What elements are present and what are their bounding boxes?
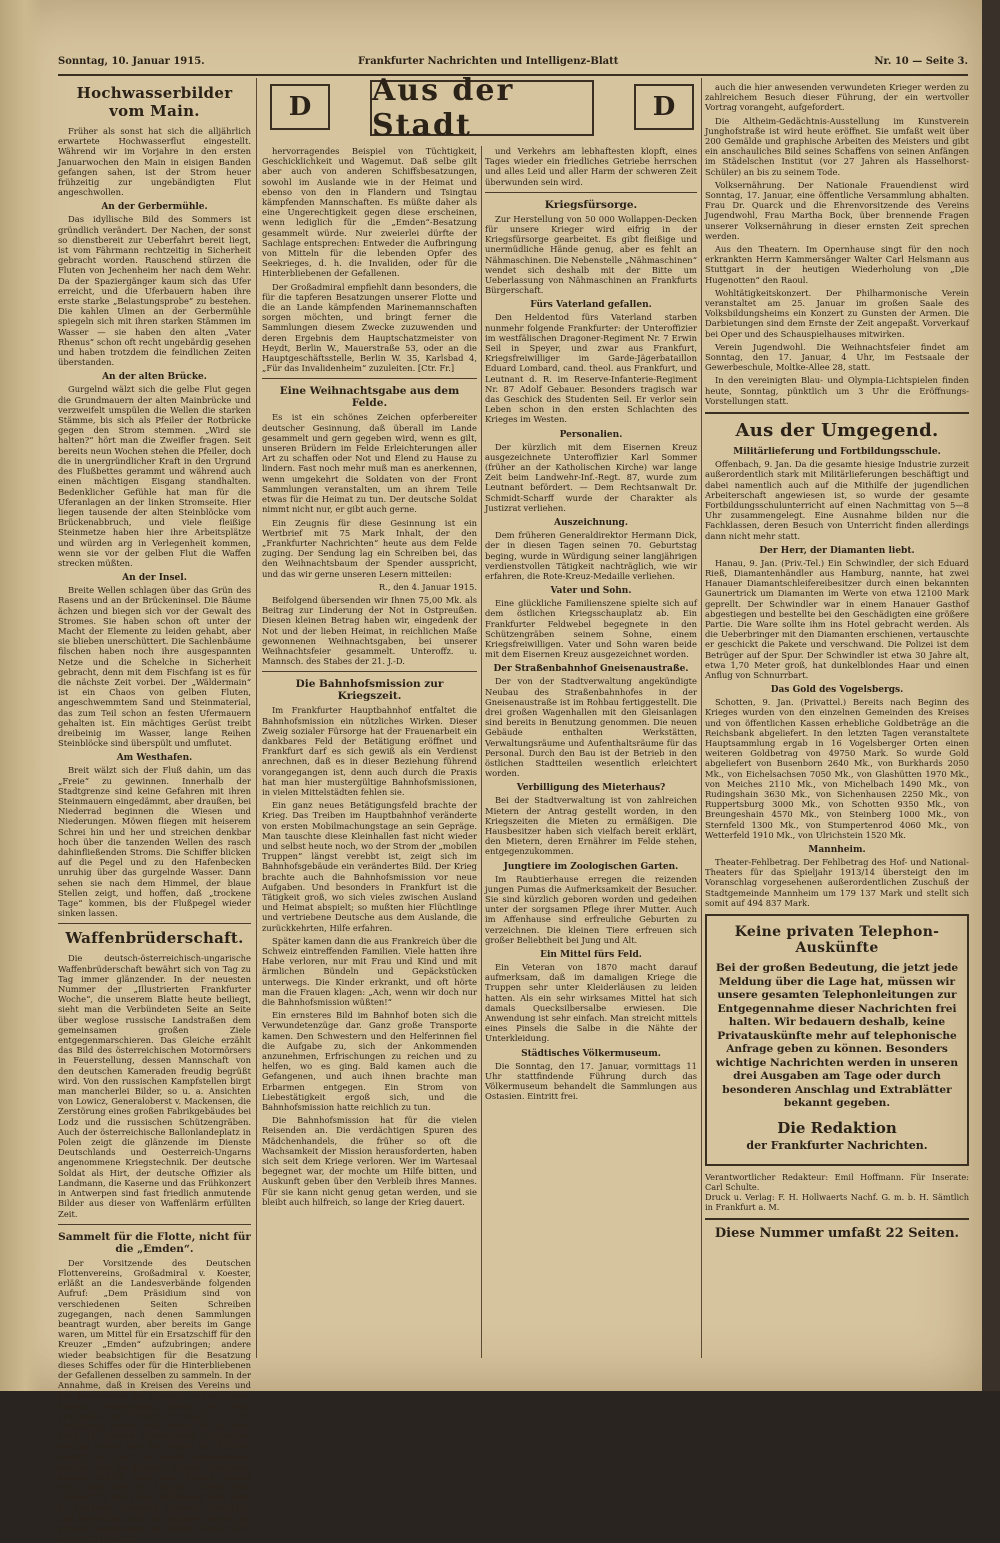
page-count-note: Diese Nummer umfaßt 22 Seiten. (714, 1225, 960, 1241)
letter-date: R., den 4. Januar 1915. (378, 581, 477, 592)
article-text: Die Altheim-Gedächtnis-Ausstellung im Kunstverein Junghofstraße ist wird heute eröffnet. Sie umfaßt weit über 200 Gemälde und graphische Arbeiten des Meisters und gibt ein anschauliches Bild seines Schaffens von seinen Anfängen im Städelschen Institut (vor 27 Jahren als Hasselhorst-Schüler) an bis zu seinem Tode. (705, 115, 969, 177)
headline-umgegend: Aus der Umgegend. (735, 420, 939, 442)
page-header (58, 56, 968, 72)
article-text: Im Raubtierhause erregen die reizenden jungen Pumas die Aufmerksamkeit der Besucher. Sie sind kürzlich geboren worden und gedeihen unter der sorgsamen Pflege ihrer Mutter. Auch im Affenhause sind erfreuliche Geburten zu verzeichnen. Die kleinen Tiere erfreuen sich großer Beliebtheit bei Jung und Alt. (485, 873, 697, 945)
divider (58, 1224, 251, 1225)
article-text: Volksernährung. Der Nationale Frauendienst wird Sonntag, 17. Januar, eine öffentliche Versammlung abhalten. Frau Dr. Quarck und die Ehrenvorsitzende des Vereins Jugendwohl, Frau Martha Bock, über brennende Fragen unserer Volksernährung in dieser ernsten Zeit sprechen werden. (705, 179, 969, 241)
headline-weihnachtsgabe: Eine Weihnachtsgabe aus dem Felde. (279, 385, 460, 410)
header-paper-name: Frankfurter Nachrichten und Intelligenz-Blatt (358, 56, 619, 67)
subhead: Städtisches Völkermuseum. (521, 1048, 661, 1059)
article-text: Ein Veteran von 1870 macht darauf aufmerksam, daß im damaligen Kriege die Truppen sehr unter Kleiderläusen zu leiden hatten. Als ein sehr wirksames Mittel hat sich damals Quecksilbersalbe erwiesen. Die Anwendung ist sehr einfach. Man streicht mittels eines Pinsels die Salbe in die Nähte der Unterkleidung. (485, 962, 697, 1044)
article-text: Der Großadmiral empfiehlt dann besonders, die für die tapferen Besatzungen unserer Flotte und die an Lande kämpfenden Marinemannschaften sorgen möchten, und bringt ferner die Sammlungen diesem Zwecke zuzuwenden und deren Ergebnis dem Hauptschatzmeister von Heydt, Berlin W., Mauerstraße 53, oder an die Hauptgeschäftsstelle, Berlin W. 35, Karlsbad 4, „Für das Invalidenheim“ zuzuleiten. [Ctr. Fr.] (262, 281, 477, 374)
article-text: Die Sonntag, den 17. Januar, vormittags 11 Uhr stattfindende Führung durch das Völkermuseum behandelt die Sammlungen aus Ostasien. Eintritt frei. (485, 1060, 697, 1102)
header-page-number: Nr. 10 — Seite 3. (874, 56, 968, 67)
notice-text: Bei der großen Bedeutung, die jetzt jede Meldung über die Lage hat, müssen wir unsere gesamten Telephonleitungen zur Entgegennahme dieser Nachrichten frei halten. Wir bedauern deshalb, keine Privatauskünfte mehr auf telephonische Anfrage geben zu können. Besonders wichtige Nachrichten werden in unseren drei Ausgaben am Tage oder durch besonderen Anschlag und Extrablätter bekannt gegeben. (715, 962, 959, 1110)
article-text: Schotten, 9. Jan. (Privattel.) Bereits nach Beginn des Krieges wurden von den einzelnen Gemeinden des Kreises und von öffentlichen Kassen erhebliche Goldbeträge an die Reichsbank abgeliefert. In den letzten Tagen veranstaltete Hauptsammlung ergab in 16 Vogelsberger Orten einen weiteren Goldbetrag von 49750 Mark. So wurde Gold abgeliefert von Busenborn 2640 Mk., von Burkhards 2050 Mk., von Eichelsachsen 7050 Mk., von Glashütten 1970 Mk., von Meiches 2110 Mk., von Michelbach 1490 Mk., von Rudingshain 3630 Mk., von Sichenhausen 2250 Mk., von Ruppertsburg 3000 Mk., von Schotten 9350 Mk., von Breungeshain 4570 Mk., von Steinberg 1000 Mk., von Sternfeld 1300 Mk., von Stumpertenrod 4060 Mk., von Wetterfeld 1910 Mk., von Ulrichstein 1520 Mk. (705, 697, 969, 840)
article-text: Die deutsch-österreichisch-ungarische Waffenbrüderschaft bewährt sich von Tag zu Tag immer glänzender. In der neuesten Nummer der „Illustrierten Frankfurter Woche“, die unserem Blatte heute beiliegt, sieht man die Verbündeten Seite an Seite über weglose russische Landstraßen dem gemeinsamen großen Ziele entgegenmarschieren. Das Gleiche erzählt das Bild des österreichischen Motormörsers in Feuerstellung, dessen Mannschaft von den deutschen Kameraden freudig begrüßt wird. Von den russischen Kampfstellen birgt man mancherlei Bilder, so u. a. Ansichten von Lowicz, Generaloberst v. Mackensen, die Zerstörung eines großen Fabrikgebäudes bei Lodz und die russischen Schützengräben. Auch der österreichische Ballonlandeplatz in Polen zeigt die glänzende im Dienste Deutschlands und Oesterreich-Ungarns angenommene Kriegstechnik. Der deutsche Soldat als Hirt, der deutsche Offizier als Landmann, die Kaserne und das Frühkonzert in Antwerpen sind fast friedlich anmutende Bilder aus dieser von Waffenlärm erfüllten Zeit. (58, 953, 251, 1219)
article-text: Die Bahnhofsmission hat für die vielen Reisenden an. Die verdächtigen Spuren des Mädchenhandels, die früher so oft die Wachsamkeit der Mission herausforderten, haben sich seit dem Kriege verloren. Wer im Wartesaal begegnet war, der mochte um Hilfe bitten, und Auskunft geben über den Verbleib ihres Mannes. Für sie kann nicht genug getan werden, und sie bleibt auch hilfreich, so lange der Krieg dauert. (262, 1115, 477, 1207)
article-text: auch die hier anwesenden verwundeten Krieger werden zu zahlreichem Besuch dieser Führung, der ein wertvoller Vortrag vorangeht, aufgefordert. (705, 82, 969, 113)
notice-title: Keine privaten Telephon-Auskünfte (734, 924, 940, 957)
article-text: Breite Wellen schlagen über das Grün des Rasens und an der Brückeninsel. Die Bäume ächzen und biegen sich vor der Gewalt des Stromes. Sie haben schon oft unter der Macht der Elemente zu leiden gehabt, aber sie blieben unerschüttert. Die Sachlenbäume filschen haben noch ihre ausgespannten Netze und die Schelche in Sicherheit gebracht, denn mit dem Fischfang ist es für die nächste Zeit vorbei. Der „Wäldermain“ ist ein Chaos von gelben Fluten, angeschwemmtem Sand und Steinmaterial, das zum Teil schon an festen Ufermauern gehalten ist. Ein mächtiges Gerüst treibt dreibeinig im Wasser, lange Reihen Steinblöcke sind überspült und umflutet. (58, 585, 251, 749)
article-text: Theater-Fehlbetrag. Der Fehlbetrag des Hof- und National-Theaters für das Spieljahr 1913/14 übersteigt den im Voranschlag vorgesehenen außerordentlichen Zuschuß der Stadtgemeinde Mannheim um 179 137 Mark und stellt sich somit auf 494 837 Mark. (705, 857, 969, 908)
article-text: Später kamen dann die aus Frankreich über die Schweiz eintreffenden Familien. Viele hatten ihre Habe verloren, nur mit Frau und Kind und mit ärmlichen Bündeln und Gepäckstücken unterwegs. Die Kinder erkrankt, und oft hörte man die Frauen klagen: „Ach, wenn wir doch nur die Bahnhofsmission wüßten!“ (262, 935, 477, 1008)
ornament-right: D (634, 84, 694, 130)
subhead: Militärlieferung und Fortbildungsschule. (733, 447, 941, 458)
subhead: An der Gerbermühle. (101, 202, 208, 213)
article-text: Offenbach, 9. Jan. Da die gesamte hiesige Industrie zurzeit außerordentlich stark mit Militärlieferungen beschäftigt und dabei namentlich auch auf die Mithilfe der jugendlichen Arbeiterschaft angewiesen ist, so wurde der gesamte Fortbildungsschulunterricht auf einen Nachmittag von 5—8 Uhr zusammengelegt. Eine Ausnahme bilden nur die Fachklassen, deren Besuch von Unterricht finden allerdings dann nicht mehr statt. (705, 459, 969, 541)
article-text: Zur Herstellung von 50 000 Wollappen-Decken für unsere Krieger wird eifrig in der Kriegsfürsorge gearbeitet. Es gibt fleißige und unermüdliche Hände genug, aber es fehlt an Nähmaschinen. Die Nebenstelle „Nähmaschinen“ wendet sich deshalb mit der Bitte um Ueberlassung von Nähmaschinen an Frankfurts Bürgerschaft. (485, 213, 697, 296)
subhead: Am Westhafen. (116, 753, 193, 764)
subhead: Vater und Sohn. (550, 586, 632, 597)
article-text: Bei der Stadtverwaltung ist von zahlreichen Mietern der Antrag gestellt worden, in den Kriegszeiten die Mieten zu ermäßigen. Die Hausbesitzer haben sich vielfach bereit erklärt, den Mietern, deren Ernährer im Felde stehen, entgegenzukommen. (485, 795, 697, 857)
subhead: An der alten Brücke. (102, 372, 207, 383)
headline-bahnhofsmission: Die Bahnhofsmission zur Kriegszeit. (295, 678, 444, 703)
telephone-notice (705, 914, 969, 1166)
article-text: Gurgelnd wälzt sich die gelbe Flut gegen die Grundmauern der alten Mainbrücke und verzweifelt umspülen die Wellen die starken Stämme, bis sich als Pfeiler der Rotbrücke gegen den Strom stemmen. „Wird sie halten?“ hört man die Zweifler fragen. Seit bereits neun Wochen stehen die Pfeiler, doch die in unergründlicher Kraft in den Urgrund des Flußbettes gerammt und während auch einen mächtigen Eisgang standhalten. Bedenklicher Gefühle hat man für die Uferanlagen an der linken Stromseite. Hier liegen tausende der alten Steinblöcke vom Brückenabbruch, und viele fleißige Steinmetze haben hier ihre Arbeitsplätze und würden arg in Verlegenheit kommen, wenn sie vor der gelben Flut die Waffen strecken müßten. (58, 384, 251, 568)
article-text: In den vereinigten Blau- und Olympia-Lichtspielen finden heute, Sonntag, pünktlich um 3 Uhr die Eröffnungs-Vorstellungen statt. (705, 375, 969, 406)
subhead: Auszeichnung. (554, 518, 628, 529)
article-text: Den Heldentod fürs Vaterland starben nunmehr folgende Frankfurter: der Unteroffizier im westfälischen Dragoner-Regiment Nr. 7 Erwin Seil in Speyer, und zwar aus Frankfurt, Kriegsfreiwilliger im Garde-Jägerbataillon Eduard Lombard, cand. theol. aus Frankfurt, und Leutnant d. R. im Reserve-Infanterie-Regiment Nr. 87 Adolf Gebauer. Besonders tragisch war das Geschick des Studenten Seil. Er verlor sein Leben schon in den ersten Schlachten des Krieges im Westen. (485, 312, 697, 425)
article-text: Es ist ein schönes Zeichen opferbereiter deutscher Gesinnung, daß überall im Lande gesammelt und gern gegeben wird, wenn es gilt, unseren Brüdern im Felde Erleichterungen aller Art zu schaffen oder Not und Elend zu Hause zu lindern. Fast noch mehr muß man es anerkennen, wenn umgekehrt die Soldaten von der Front Sammlungen veranstalten, um an ihrem Teile etwas für die Heimat zu tun. Der deutsche Soldat nimmt nicht nur, er gibt auch gerne. (262, 412, 477, 515)
divider (262, 671, 477, 672)
subhead: An der Insel. (122, 573, 187, 584)
article-text: Früher als sonst hat sich die alljährlich erwartete Hochwasserflut eingestellt. Während wir im Vorjahre in den ersten Januarwochen den Main in eisigen Banden gefangen sahen, ist der Strom heuer frühzeitig zur ungebändigten Flut angeschwollen. (58, 126, 251, 198)
article-text: Ein Zeugnis für diese Gesinnung ist ein Wertbrief mit 75 Mark Inhalt, der den „Frankfurter Nachrichten“ heute aus dem Felde zuging. Der Sendung lag ein Schreiben bei, das den Weihnachtsbaum der Spender ausspricht, und das wir gerne unseren Lesern mitteilen: (262, 517, 477, 579)
article-text: Verein Jugendwohl. Die Weihnachtsfeier findet am Sonntag, den 17. Januar, 4 Uhr, im Festsaale der Gewerbeschule, Moltke-Allee 28, statt. (705, 341, 969, 373)
article-text: Aus den Theatern. Im Opernhause singt für den noch erkrankten Herrn Kammersänger Walter Carl Helsmann aus Stuttgart in der heutigen Wiederholung von „Die Hugenotten“ den Raoul. (705, 244, 969, 285)
divider (58, 923, 251, 924)
headline-kriegsfuersorge: Kriegsfürsorge. (544, 198, 638, 211)
article-text: Der Vorsitzende des Deutschen Flottenvereins, Großadmiral v. Koester, erläßt an die Landesverbände folgenden Aufruf: „Dem Präsidium sind von verschiedenen Seiten Schreiben zugegangen, nach denen Sammlungen beantragt wurden, aber bereits im Gange waren, um Mittel für ein Ersatzschiff für den Kreuzer „Emden“ aufzubringen; andere wieder beabsichtigen für die Besatzung dieses Schiffes oder für die Hinterbliebenen der Gefallenen desselben zu sammeln. In der Annahme, daß in Kreisen des Vereins und der Bevölkerung die Meinung verbreitet sein könnte, Sammlungen dieser Art seien erwünscht und förderlich, erkläre ich zur Aufklärung weiter, daß weder für das eine noch das andere Sammlungen ausgerufen werden sollen. Was den Ersatz des Schiffes betrifft, so darf als gewiß angenommen werden, daß der Kreuzer „Emden“ gleichwie andere Schiffe nach dem Kriege ersetzt wird, und daß in Zukunft wieder eine „Emden“ in der Flotte vorhanden sein wird. Es erscheint demnach Sammeln zwecklos, und beschränkt sich die Aufgabe darauf, die private Sammlungen zu diesem Zweck nicht weiter zu fördern. (58, 1257, 251, 1543)
divider (485, 192, 697, 193)
headline-hochwasser: Hochwasserbilder vom Main. (76, 84, 233, 120)
article-text: und Verkehrs am lebhaftesten klopft, eines Tages wieder ein friedliches Getriebe herrschen und alles Leid und aller Harm der schweren Zeit überwunden sein wird. (485, 146, 697, 187)
article-text: Der von der Stadtverwaltung angekündigte Neubau des Straßenbahnhofes in der Gneisenaustraße ist im Rohbau fertiggestellt. Die drei großen Wagenhallen mit den Gleisanlagen sind bereits in Benutzung genommen. Die neuen Gebäude enthalten Werkstätten, Verwaltungsräume und Aufenthaltsräume für das Personal. Durch den Bau ist der Betrieb in den östlichen Stadtteilen wesentlich erleichtert worden. (485, 676, 697, 779)
article-text: Ein ernsteres Bild im Bahnhof boten sich die Verwundetenzüge dar. Ganz große Transporte kamen. Den Schwestern und den Helferinnen fiel die Aufgabe zu, sich der Ankommenden anzunehmen, Erfrischungen zu reichen und zu helfen, wo es ging. Bald kamen auch die Gefangenen, und auch ihnen brachte man Erbarmen entgegen. Ein Strom von Liebestätigkeit ergoß sich, und die Bahnhofsmission hatte reichlich zu tun. (262, 1010, 477, 1113)
article-text: Das idyllische Bild des Sommers ist gründlich verändert. Der Nachen, der sonst so dienstbereit zur Ueberfahrt bereit liegt, ist vom Fährmann rechtzeitig in Sicherheit gebracht worden. Rauschend stürzen die Fluten von Jechenheim her nach dem Wehr. Da der Spaziergänger kaum sich das Ufer erreicht, und die Uferbauern haben ihre erste starke „Belastungsprobe“ zu bestehen. Die kahlen Ulmen an der Gerbermühle spiegeln sich mit ihren starken Stämmen im Wasser — sie haben den alten „Vater Rhenus“ schon oft recht ungebärdig gesehen und haben trotzdem die feindlichen Zeiten überstanden. (58, 214, 251, 368)
page-binding (0, 0, 42, 1391)
article-text: hervorragendes Beispiel von Tüchtigkeit, Geschicklichkeit und Wagemut. Daß selbe gilt aber auch von anderen Schiffsbesatzungen, sowohl im Auslande wie in der Heimat und ebenso von den in Flandern und Tsingtau kämpfenden Mannschaften. Es müßte daher als eine Ungerechtigkeit gegen diese erscheinen, wenn lediglich für die „Emden“-Besatzung gesammelt würde. Nur zweierlei dürfte der Sachlage entsprechen: Entweder die Aufbringung von Mitteln für die lebenden Opfer des Seekrieges, d. h. die Invaliden, oder für die Hinterbliebenen der Gefallenen. (262, 146, 477, 279)
article-text: Wohltätigkeitskonzert. Der Philharmonische Verein veranstaltet am 25. Januar im großen Saale des Volksbildungsheims ein Konzert zu Gunsten der Armen. Die Darbietungen sind dem Ernste der Zeit angepaßt. Vorverkauf bei Oper und des Schauspielhauses mitwirken. (705, 287, 969, 339)
divider (262, 378, 477, 379)
subhead: Der Herr, der Diamanten liebt. (759, 545, 915, 556)
subhead: Der Straßenbahnhof Gneisenaustraße. (493, 664, 689, 675)
article-text: Im Frankfurter Hauptbahnhof entfaltet die Bahnhofsmission ein nützliches Wirken. Dieser Zweig sozialer Fürsorge hat der Frauenarbeit ein dankbares Feld der Betätigung eröffnet und Frankfurt darf es sich gewiß als ein Verdienst anrechnen, daß es in dieser Beziehung führend vorangegangen ist, denn auch durch die Praxis hat man hier mustergültige Bahnhofsmissionen, in vielen Mittelstädten fehlen sie. (262, 705, 477, 797)
subhead: Personalien. (559, 429, 623, 440)
headline-waffenbruederschaft: Waffenbrüderschaft. (65, 929, 244, 948)
imprint-editor: Verantwortlicher Redakteur: Emil Hoffmann. Für Inserate: Carl Schulte. (705, 1171, 969, 1192)
header-date: Sonntag, 10. Januar 1915. (58, 56, 205, 67)
masthead-title: Aus der Stadt (372, 73, 515, 143)
notice-signature: Die Redaktion (777, 1118, 897, 1137)
article-text: Hanau, 9. Jan. (Priv.-Tel.) Ein Schwindler, der sich Eduard Rieß, Diamantenhändler aus Hamburg, nannte, hat zwei Hanauer Diamantschleifereibesitzer durch einen bekannten Gaunertrick um Diamanten im Werte von etwa 12100 Mark geprellt. Der Schwindler war in einem Hanauer Gasthof abgestiegen und bestellte bei den Geschädigten eine größere Partie. Die Ware sollte ihm ins Hotel gebracht werden. Als die Ueberbringer mit den Diamanten erschienen, vertauschte er geschickt die Pakete und verschwand. Die Polizei ist dem Betrüger auf der Spur. Der Schwindler ist etwa 30 Jahre alt, etwa 1,70 Meter groß, hat dunkelblondes Haar und einen Anflug von Schnurrbart. (705, 557, 969, 680)
column-1 (58, 82, 251, 1543)
subhead: Mannheim. (808, 845, 866, 855)
section-masthead (262, 73, 697, 143)
column-3 (485, 146, 697, 1357)
masthead-frame (370, 73, 594, 143)
divider (705, 412, 969, 414)
subhead: Ein Mittel fürs Feld. (540, 950, 642, 960)
article-text: Dem früheren Generaldirektor Hermann Dick, der in diesen Tagen seinen 70. Geburtstag beging, wurde in Würdigung seiner langjährigen verdienstvollen Tätigkeit nachträglich, wie wir erfahren, die Rote-Kreuz-Medaille verliehen. (485, 530, 697, 581)
notice-signature-sub: der Frankfurter Nachrichten. (746, 1138, 928, 1152)
column-rule (256, 78, 257, 1358)
column-4 (705, 82, 969, 1357)
article-text: Der kürzlich mit dem Eisernen Kreuz ausgezeichnete Unteroffizier Karl Sommer (früher an der Katholischen Kirche) war lange Zeit beim Landwehr-Inf.-Regt. 87, wurde zum Leutnant befördert. — Dem Rechtsanwalt Dr. Schmidt-Scharff wurde der Charakter als Justizrat verliehen. (485, 441, 697, 513)
book-edge (982, 0, 1000, 1391)
article-text: Breit wälzt sich der Fluß dahin, um das „Freie“ zu gewinnen. Innerhalb der Stadtgrenze sind keine Gefahren mit ihren Steinmauern eingedämmt, aber draußen, bei Niederrad beginnen die Wiesen und Niederungen. Möwen fliegen mit heiserem Schrei hin und her und streichen denkbar hoch über die tanzenden Wellen des rasch dahinfließenden Stroms. Die Schiffer blicken auf die Pegel und zu den Hafenbecken unruhig über das gurgelnde Wasser. Dann sehen sie nach dem Himmel, der blaue Stellen zeigt, und hoffen, daß „trockene Tage“ kommen, bis der Flußpegel wieder sinken lassen. (58, 765, 251, 919)
article-text: Ein ganz neues Betätigungsfeld brachte der Krieg. Das Treiben im Hauptbahnhof veränderte von ersten Mobilmachungstage an sein Gepräge. Man tauschte diese Kleinhallen fast nicht wieder und selbst heute noch, wo der Strom der „mobilen Truppen“ längst verebbt ist, zeigt sich im Bahnhofsgebäude ein verändertes Bild. Der Krieg brachte auch die Bahnhofsmission vor neue Aufgaben. Und besonders in Frankfurt ist die Tätigkeit groß, wo sich vieles zwischen Ausland und Heimat abspielt; so mußten hier Flüchtlinge und vertriebene Deutsche aus dem Auslande, die zurückkehrten, Hilfe erfahren. (262, 800, 477, 933)
column-rule (701, 78, 702, 1358)
headline-sammelt: Sammelt für die Flotte, nicht für die „Emden“. (58, 1230, 251, 1255)
subhead: Fürs Vaterland gefallen. (530, 300, 652, 311)
subhead: Jungtiere im Zoologischen Garten. (503, 861, 679, 872)
ornament-left: D (270, 84, 330, 130)
subhead: Das Gold des Vogelsbergs. (770, 685, 904, 696)
imprint-publisher: Druck u. Verlag: F. H. Hollwaerts Nachf. G. m. b. H. Sämtlich in Frankfurt a. M. (705, 1191, 969, 1212)
article-text: Eine glückliche Familienszene spielte sich auf dem östlichen Kriegsschauplatz ab. Ein Frankfurter Feldwebel begegnete in den Schützengräben seinem Sohne, einem Kriegsfreiwilligen. Vater und Sohn waren beide mit dem Eisernen Kreuz ausgezeichnet worden. (485, 598, 697, 660)
divider (705, 1218, 969, 1220)
column-2 (262, 146, 477, 1357)
column-rule (481, 146, 482, 1358)
subhead: Verbilligung des Mieterhaus? (516, 783, 666, 794)
article-text: Beifolgend übersenden wir Ihnen 75,00 Mk. als Beitrag zur Linderung der Not in Ostpreußen. Diesen kleinen Betrag haben wir, eingedenk der Not und der lieben Heimat, in reichlichen Maße gewonnenen Weihnachtsgaben, bei unserer Weihnachtsfeier gesammelt. Unteroffz. u. Mannsch. des Stabes der 21. J.-D. (262, 594, 477, 667)
